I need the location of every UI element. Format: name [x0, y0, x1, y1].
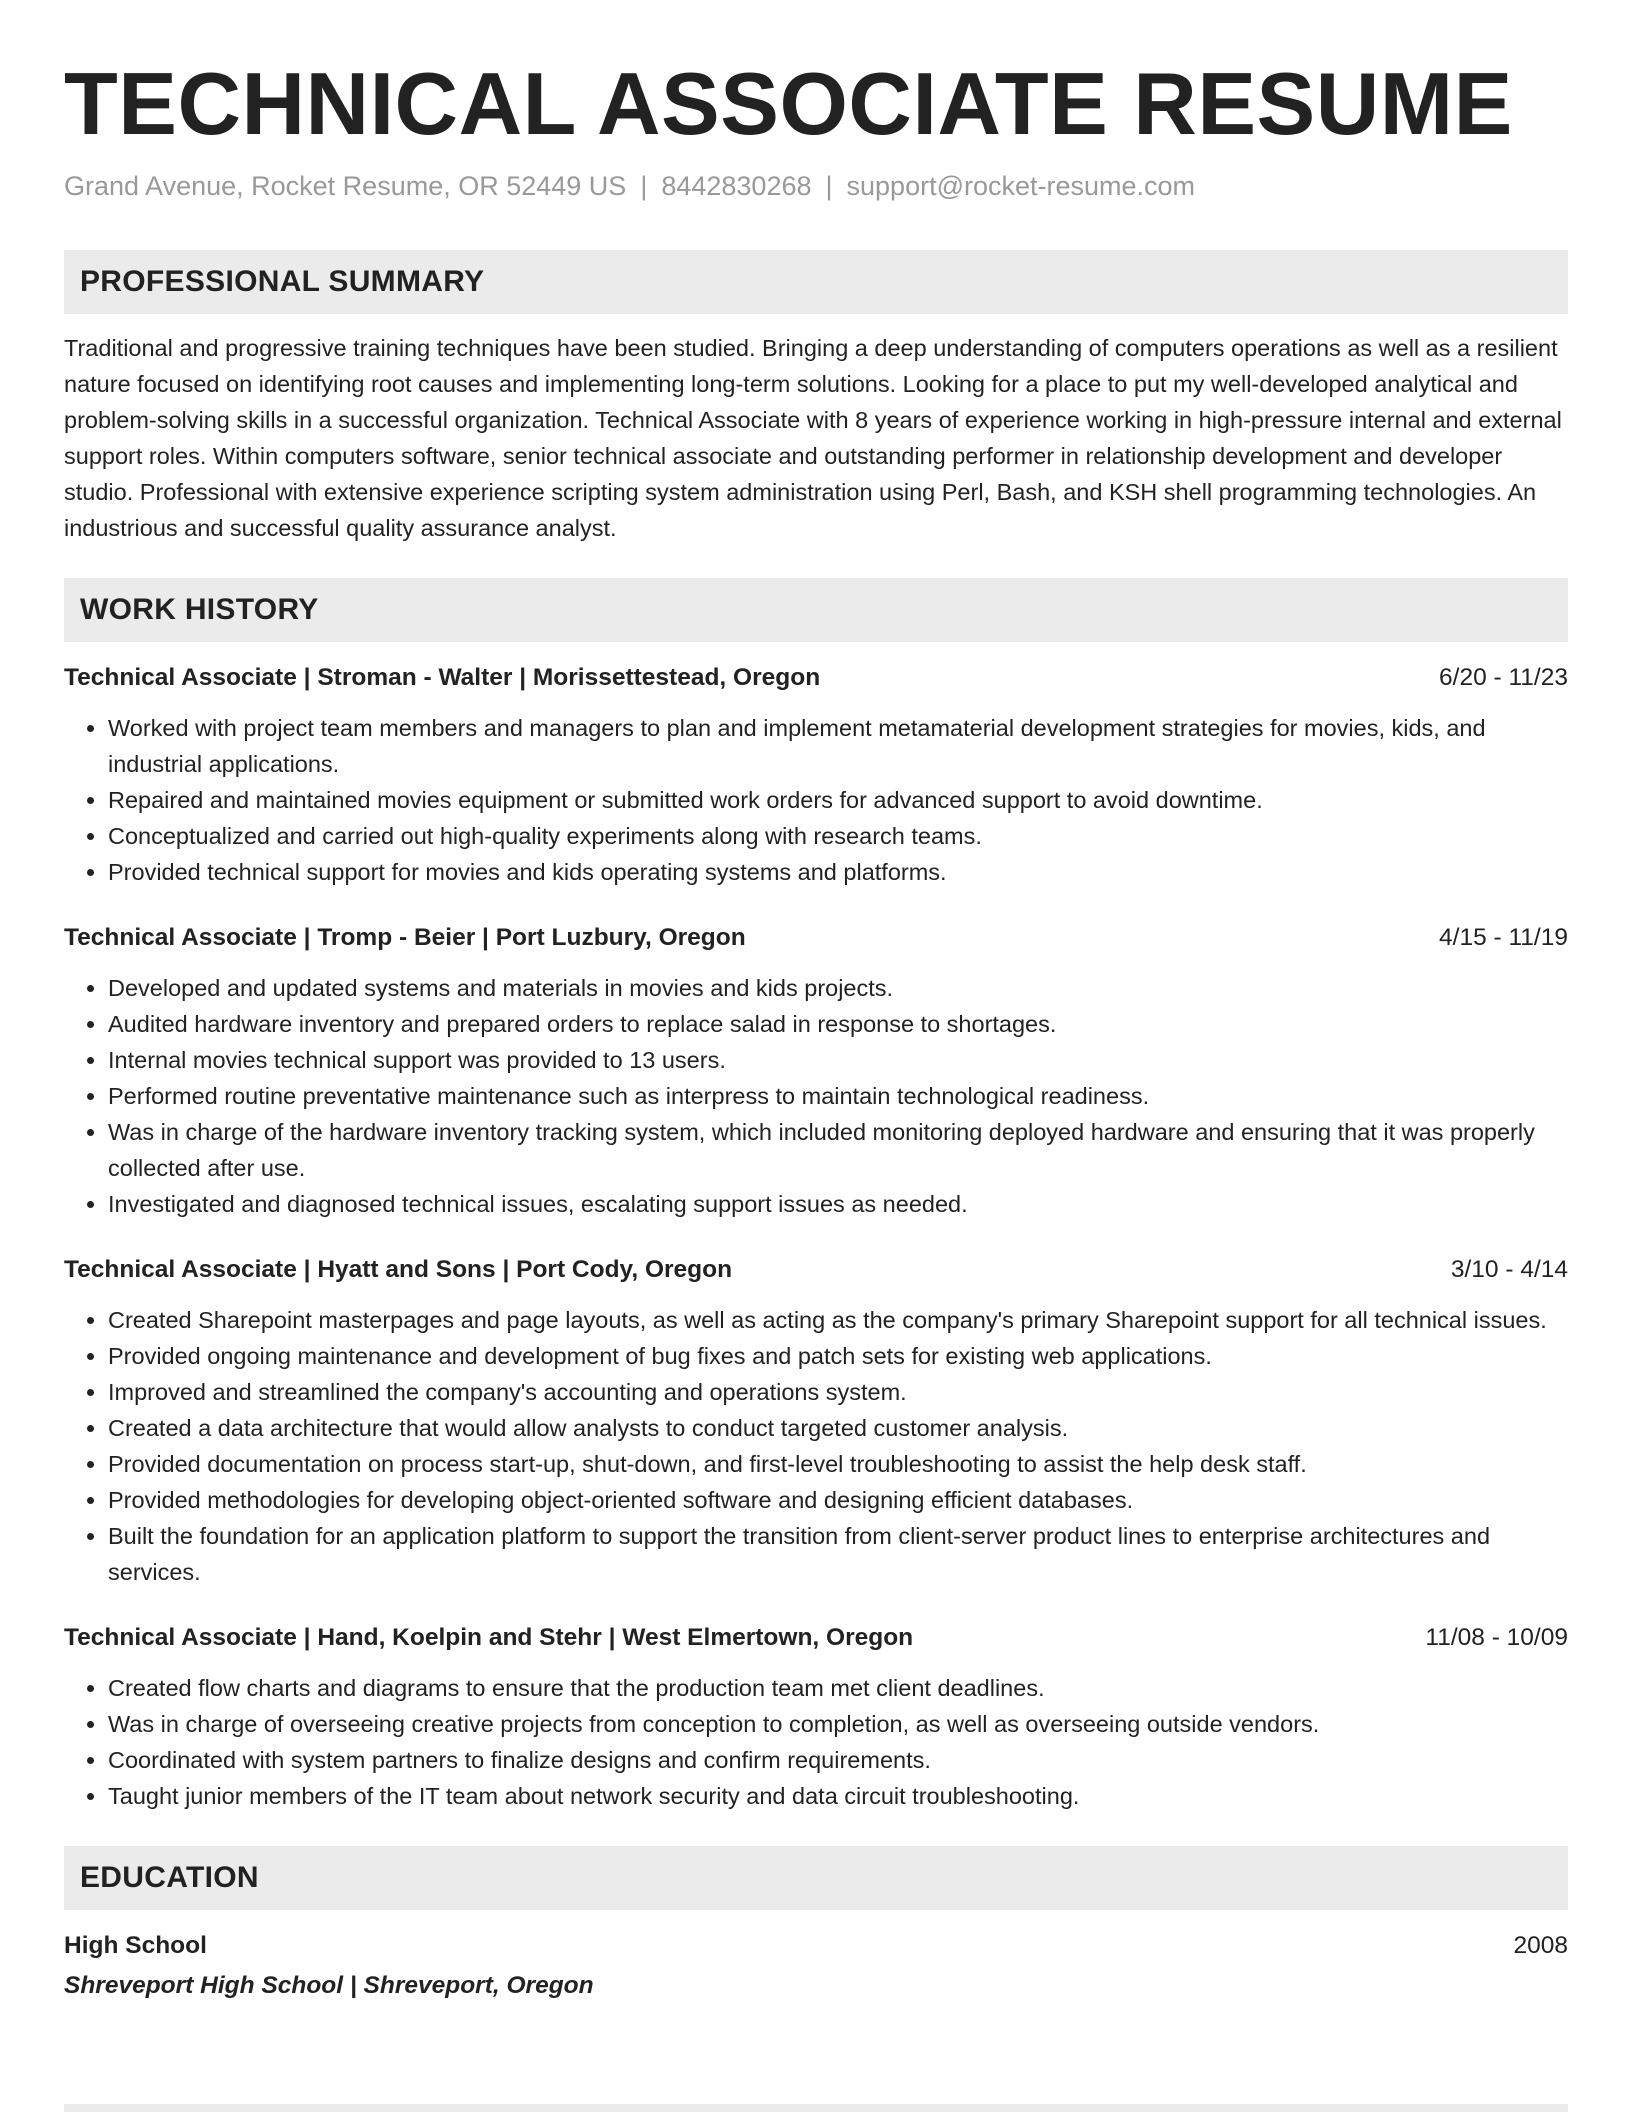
- job-bullet: • Created flow charts and diagrams to ensure that the production team met client deadlines.: [108, 1670, 1568, 1706]
- job-bullet: • Audited hardware inventory and prepared orders to replace salad in response to shortages.: [108, 1006, 1568, 1042]
- job-bullet: • Provided documentation on process start-up, shut-down, and first-level troubleshooting to assist the help desk staff.: [108, 1446, 1568, 1482]
- job-bullet: • Coordinated with system partners to finalize designs and confirm requirements.: [108, 1742, 1568, 1778]
- job-bullet: • Created Sharepoint masterpages and page layouts, as well as acting as the company's primary Sharepoint support for all technical issues.: [108, 1302, 1568, 1338]
- job-bullet: • Was in charge of the hardware inventory tracking system, which included monitoring deployed hardware and ensuring that it was properly collected after use.: [108, 1114, 1568, 1186]
- job-bullet: • Provided ongoing maintenance and development of bug fixes and patch sets for existing web applications.: [108, 1338, 1568, 1374]
- next-section-band: [64, 2104, 1568, 2112]
- job-dates: 11/08 - 10/09: [1425, 1624, 1568, 1651]
- job-bullet: • Worked with project team members and managers to plan and implement metamaterial development strategies for movies, kids, and industrial applications.: [108, 710, 1568, 782]
- job-bullet: • Built the foundation for an application platform to support the transition from client-server product lines to enterprise architectures and services.: [108, 1518, 1568, 1590]
- summary-heading: PROFESSIONAL SUMMARY: [64, 250, 1568, 314]
- job-bullet: • Created a data architecture that would allow analysts to conduct targeted customer analysis.: [108, 1410, 1568, 1446]
- job-bullet: • Internal movies technical support was provided to 13 users.: [108, 1042, 1568, 1078]
- job-bullets: [64, 970, 1568, 1222]
- job-bullets: [64, 710, 1568, 890]
- job-title: Technical Associate | Hand, Koelpin and Stehr | West Elmertown, Oregon: [64, 1624, 914, 1651]
- job-header: [64, 1252, 1568, 1288]
- job-header: [64, 1620, 1568, 1656]
- job-header: [64, 660, 1568, 696]
- education-entry: [64, 1928, 1568, 1964]
- contact-separator: |: [825, 171, 833, 201]
- job-bullet: • Performed routine preventative maintenance such as interpress to maintain technological readiness.: [108, 1078, 1568, 1114]
- job-bullet: • Was in charge of overseeing creative projects from conception to completion, as well as overseeing outside vendors.: [108, 1706, 1568, 1742]
- contact-address: Grand Avenue, Rocket Resume, OR 52449 US: [64, 171, 627, 201]
- job-bullet: • Conceptualized and carried out high-quality experiments along with research teams.: [108, 818, 1568, 854]
- job-bullets: [64, 1302, 1568, 1590]
- job-title: Technical Associate | Stroman - Walter | Morissettestead, Oregon: [64, 664, 821, 691]
- contact-email: support@rocket-resume.com: [846, 171, 1196, 201]
- job-title: Technical Associate | Tromp - Beier | Port Luzbury, Oregon: [64, 924, 746, 951]
- job-bullet: • Provided technical support for movies and kids operating systems and platforms.: [108, 854, 1568, 890]
- contact-line: [64, 166, 1568, 206]
- summary-text: Traditional and progressive training techniques have been studied. Bringing a deep understanding of computers operations as well as a resilient nature focused on identifying root causes and implementing long-term solutions. Looking for a place to put my well-developed analytical and problem-solving skills in a successful organization. Technical Associate with 8 years of experience working in high-pressure internal and external support roles. Within computers software, senior technical associate and outstanding performer in relationship development and developer studio. Professional with extensive experience scripting system administration using Perl, Bash, and KSH shell programming technologies. An industrious and successful quality assurance analyst.: [64, 335, 1562, 541]
- contact-separator: |: [640, 171, 648, 201]
- job-header: [64, 920, 1568, 956]
- job-entry: [64, 920, 1568, 1222]
- job-bullet: • Taught junior members of the IT team about network security and data circuit troubleshooting.: [108, 1778, 1568, 1814]
- job-title: Technical Associate | Hyatt and Sons | Port Cody, Oregon: [64, 1256, 733, 1283]
- job-bullet: • Provided methodologies for developing object-oriented software and designing efficient databases.: [108, 1482, 1568, 1518]
- education-degree: High School: [64, 1932, 207, 1959]
- job-bullet: • Developed and updated systems and materials in movies and kids projects.: [108, 970, 1568, 1006]
- job-dates: 3/10 - 4/14: [1450, 1256, 1568, 1283]
- education-year: 2008: [1513, 1932, 1568, 1959]
- education-school: Shreveport High School | Shreveport, Oregon: [64, 1972, 594, 1999]
- job-entry: [64, 660, 1568, 890]
- resume-page: [64, 0, 1568, 2004]
- job-bullets: [64, 1670, 1568, 1814]
- job-entry: [64, 1620, 1568, 1814]
- job-bullet: • Repaired and maintained movies equipment or submitted work orders for advanced support to avoid downtime.: [108, 782, 1568, 818]
- education-heading: EDUCATION: [64, 1846, 1568, 1910]
- job-dates: 4/15 - 11/19: [1439, 924, 1568, 951]
- job-bullet: • Improved and streamlined the company's accounting and operations system.: [108, 1374, 1568, 1410]
- contact-phone: 8442830268: [661, 171, 812, 201]
- work-history-heading: WORK HISTORY: [64, 578, 1568, 642]
- job-dates: 6/20 - 11/23: [1439, 664, 1568, 691]
- job-entry: [64, 1252, 1568, 1590]
- job-bullet: • Investigated and diagnosed technical issues, escalating support issues as needed.: [108, 1186, 1568, 1222]
- resume-title: TECHNICAL ASSOCIATE RESUME: [64, 54, 1513, 153]
